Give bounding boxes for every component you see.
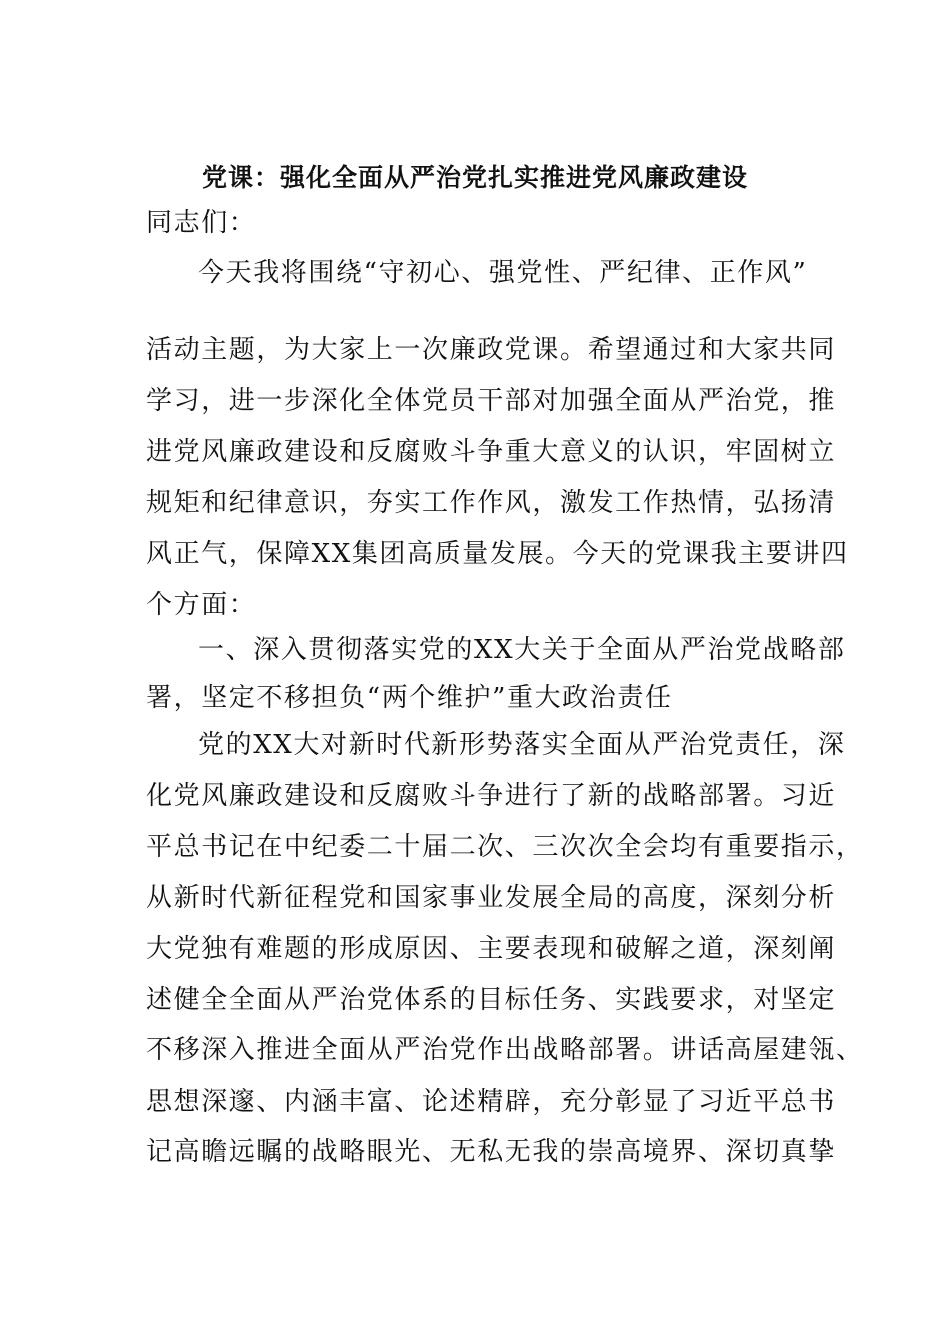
section-heading-line: 一、深入贯彻落实党的XX大关于全面从严治党战略部 bbox=[198, 635, 846, 665]
paragraph-line: 化党风廉政建设和反腐败斗争进行了新的战略部署。习近 bbox=[146, 781, 837, 811]
paragraph-line: 大党独有难题的形成原因、主要表现和破解之道，深刻阐 bbox=[146, 934, 837, 964]
paragraph-line: 不移深入推进全面从严治党作出战略部署。讲话高屋建瓴、 bbox=[146, 1035, 864, 1065]
paragraph-line: 风正气，保障XX集团高质量发展。今天的党课我主要讲四 bbox=[146, 539, 849, 569]
paragraph-line: 学习，进一步深化全体党员干部对加强全面从严治党，推 bbox=[146, 386, 837, 416]
paragraph-line: 党的XX大对新时代新形势落实全面从严治党责任，深 bbox=[198, 730, 846, 760]
paragraph-line: 今天我将围绕“守初心、强党性、严纪律、正作风” bbox=[198, 258, 808, 288]
paragraph-line: 规矩和纪律意识，夯实工作作风，激发工作热情，弘扬清 bbox=[146, 488, 837, 518]
document-title: 党课：强化全面从严治党扎实推进党风廉政建设 bbox=[201, 163, 748, 192]
section-heading-line: 署，坚定不移担负“两个维护”重大政治责任 bbox=[146, 683, 673, 713]
salutation-line: 同志们： bbox=[146, 208, 257, 238]
paragraph-line: 记高瞻远瞩的战略眼光、无私无我的崇高境界、深切真挚 bbox=[146, 1137, 837, 1167]
paragraph-line: 述健全全面从严治党体系的目标任务、实践要求，对坚定 bbox=[146, 985, 837, 1015]
paragraph-line: 活动主题，为大家上一次廉政党课。希望通过和大家共同 bbox=[146, 335, 837, 365]
paragraph-line: 个方面： bbox=[146, 590, 257, 620]
paragraph-line: 平总书记在中纪委二十届二次、三次次全会均有重要指示， bbox=[146, 832, 864, 862]
paragraph-line: 从新时代新征程党和国家事业发展全局的高度，深刻分析 bbox=[146, 883, 837, 913]
paragraph-line: 进党风廉政建设和反腐败斗争重大意义的认识，牢固树立 bbox=[146, 437, 837, 467]
paragraph-line: 思想深邃、内涵丰富、论述精辟，充分彰显了习近平总书 bbox=[146, 1087, 837, 1117]
